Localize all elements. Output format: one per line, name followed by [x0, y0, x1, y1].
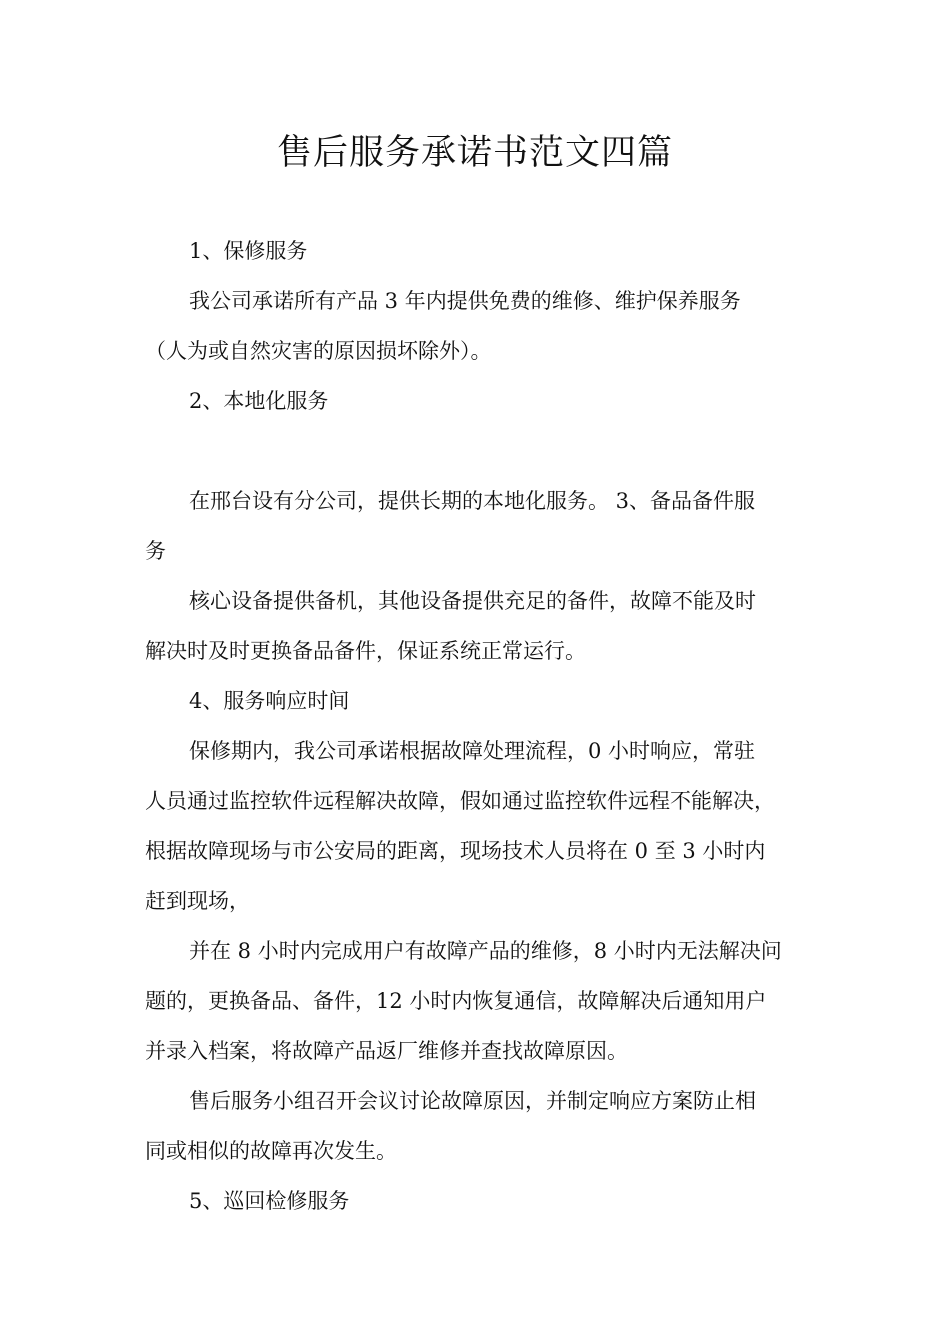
section-heading-local-service: 2、本地化服务	[189, 389, 329, 413]
page-title: 售后服务承诺书范文四篇	[276, 133, 673, 173]
paragraph-line: 赶到现场，	[145, 889, 250, 913]
paragraph-line: 题的，更换备品、备件，12 小时内恢复通信，故障解决后通知用户	[145, 989, 767, 1013]
paragraph-line: 人员通过监控软件远程解决故障，假如通过监控软件远程不能解决，	[145, 789, 775, 813]
paragraph-line: 解决时及时更换备品备件，保证系统正常运行。	[145, 639, 586, 663]
paragraph-line: 并录入档案，将故障产品返厂维修并查找故障原因。	[145, 1039, 628, 1063]
paragraph-line: 在邢台设有分公司，提供长期的本地化服务。 3、备品备件服	[189, 489, 756, 513]
paragraph-line: （人为或自然灾害的原因损坏除外）。	[145, 339, 492, 363]
section-heading-response-time: 4、服务响应时间	[189, 689, 350, 713]
paragraph-line: 并在 8 小时内完成用户有故障产品的维修，8 小时内无法解决问	[189, 939, 782, 963]
paragraph-line: 核心设备提供备机，其他设备提供充足的备件，故障不能及时	[189, 589, 756, 613]
paragraph-line: 保修期内，我公司承诺根据故障处理流程，0 小时响应，常驻	[189, 739, 756, 763]
paragraph-line: 我公司承诺所有产品 3 年内提供免费的维修、维护保养服务	[189, 289, 741, 313]
paragraph-line: 售后服务小组召开会议讨论故障原因，并制定响应方案防止相	[189, 1089, 756, 1113]
paragraph-line: 务	[145, 539, 166, 563]
section-heading-inspection: 5、巡回检修服务	[189, 1189, 350, 1213]
section-heading-warranty: 1、保修服务	[189, 239, 308, 263]
paragraph-line: 根据故障现场与市公安局的距离，现场技术人员将在 0 至 3 小时内	[145, 839, 766, 863]
paragraph-line: 同或相似的故障再次发生。	[145, 1139, 397, 1163]
